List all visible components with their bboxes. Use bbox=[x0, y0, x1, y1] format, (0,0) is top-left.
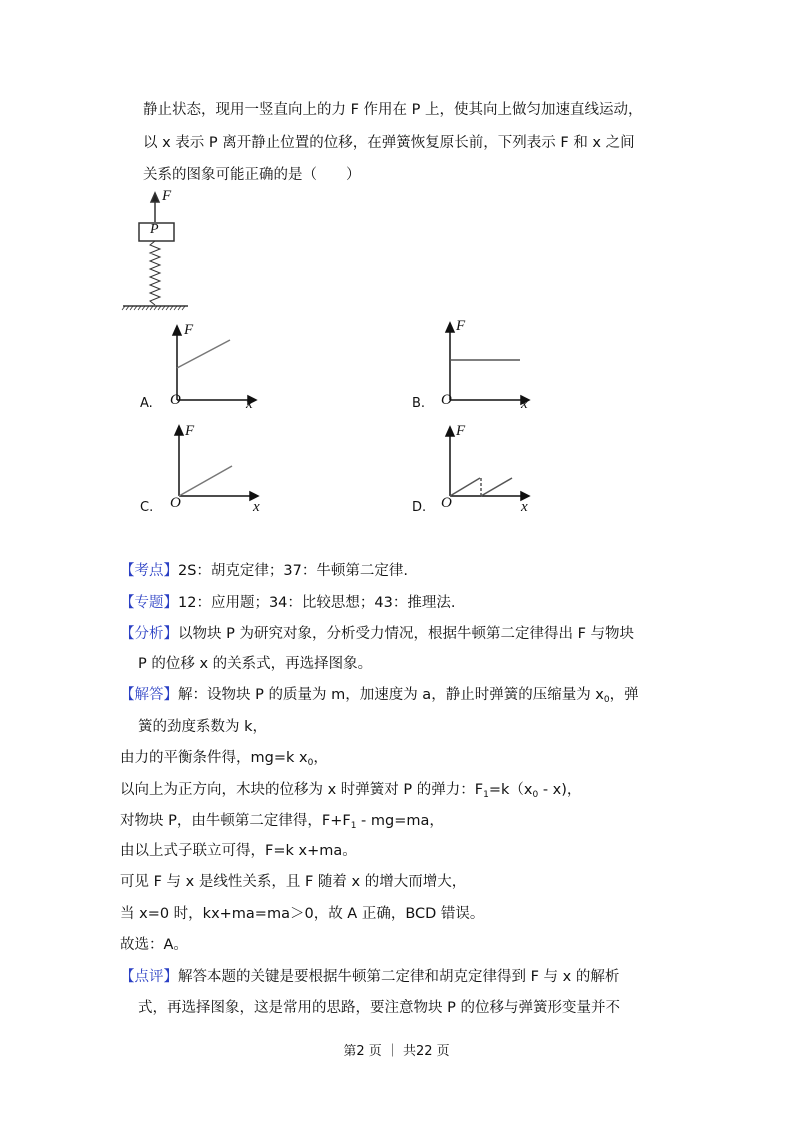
graph-b-axes bbox=[446, 323, 529, 404]
option-d-label: D. bbox=[412, 500, 427, 515]
solution-line: 可见 F 与 x 是线性关系，且 F 随着 x 的增大而增大， bbox=[120, 874, 467, 890]
spring bbox=[150, 241, 160, 305]
graph-c-line bbox=[179, 466, 232, 496]
graph-a-line bbox=[177, 340, 230, 368]
axis-label: x bbox=[246, 396, 253, 412]
solution-line bbox=[120, 780, 581, 805]
zhuanti-text: 12：应用题；34：比较思想；43：推理法. bbox=[178, 595, 456, 611]
kaodian-text: 2S：胡克定律；37：牛顿第二定律. bbox=[178, 563, 408, 579]
fenxi-line bbox=[120, 624, 634, 644]
dianping-text: 解答本题的关键是要根据牛顿第二定律和胡克定律得到 F 与 x 的解析 bbox=[178, 969, 620, 985]
subscript: 1 bbox=[350, 821, 357, 831]
option-c-label: C. bbox=[140, 500, 154, 515]
figures bbox=[0, 0, 793, 530]
subscript: 1 bbox=[483, 790, 489, 800]
subscript: 0 bbox=[532, 790, 539, 800]
question-line: 以 x 表示 P 离开静止位置的位移，在弹簧恢复原长前，下列表示 F 和 x 之间 bbox=[143, 135, 635, 151]
solution-line: 由以上式子联立可得，F=k x+ma。 bbox=[120, 843, 357, 859]
axis-label: x bbox=[521, 499, 528, 515]
jieda-text: ，弹 bbox=[609, 687, 639, 703]
section-tag: 【解答】 bbox=[120, 687, 178, 703]
solution-line bbox=[120, 748, 328, 773]
zhuanti-line bbox=[120, 593, 455, 613]
solution-text: =k（x bbox=[488, 782, 533, 798]
axis-label: x bbox=[253, 499, 260, 515]
option-a-label: A. bbox=[140, 396, 153, 411]
question-line: 关系的图象可能正确的是（ ） bbox=[143, 167, 361, 183]
solution-text: - x)， bbox=[538, 782, 582, 798]
origin-label: O bbox=[441, 495, 452, 511]
block-label: P bbox=[150, 222, 159, 237]
solution-text: 对物块 P，由牛顿第二定律得，F+F bbox=[120, 813, 351, 829]
solution-line bbox=[120, 811, 444, 836]
axis-label: x bbox=[521, 396, 528, 412]
spring-figure bbox=[122, 193, 188, 310]
jieda-line bbox=[120, 685, 639, 710]
solution-text: 由力的平衡条件得，mg=k x bbox=[120, 750, 308, 766]
origin-label: O bbox=[441, 392, 452, 408]
subscript: 0 bbox=[603, 695, 610, 705]
dianping-line bbox=[120, 967, 619, 987]
fenxi-text: 以物块 P 为研究对象，分析受力情况，根据牛顿第二定律得出 F 与物块 bbox=[178, 626, 635, 642]
force-label: F bbox=[162, 188, 172, 204]
origin-label: O bbox=[170, 392, 181, 408]
section-tag: 【分析】 bbox=[120, 626, 178, 642]
section-tag: 【点评】 bbox=[120, 969, 178, 985]
axis-label: F bbox=[456, 423, 466, 439]
subscript: 0 bbox=[307, 758, 314, 768]
kaodian-line bbox=[120, 561, 408, 581]
solution-line: 当 x=0 时，kx+ma=ma＞0，故 A 正确，BCD 错误。 bbox=[120, 906, 485, 922]
option-b-label: B. bbox=[412, 396, 426, 411]
solution-text: - mg=ma， bbox=[356, 813, 444, 829]
fenxi-line-2: P 的位移 x 的关系式，再选择图象。 bbox=[138, 656, 373, 672]
axis-label: F bbox=[456, 318, 466, 334]
axis-label: F bbox=[184, 322, 194, 338]
dianping-line-2: 式，再选择图象，这是常用的思路，要注意物块 P 的位移与弹簧形变量并不 bbox=[138, 1000, 620, 1016]
page-footer: 第2 页 ｜ 共22 页 bbox=[343, 1044, 450, 1059]
solution-text: 以向上为正方向，木块的位移为 x 时弹簧对 P 的弹力：F bbox=[120, 782, 484, 798]
jieda-text: 解：设物块 P 的质量为 m，加速度为 a，静止时弹簧的压缩量为 x bbox=[178, 687, 604, 703]
jieda-line-2: 簧的劲度系数为 k， bbox=[138, 719, 268, 735]
axis-label: F bbox=[185, 423, 195, 439]
question-line: 静止状态，现用一竖直向上的力 F 作用在 P 上，使其向上做匀加速直线运动， bbox=[143, 102, 643, 118]
graph-d-line bbox=[450, 478, 512, 496]
answer-line: 故选：A。 bbox=[120, 937, 188, 953]
section-tag: 【专题】 bbox=[120, 595, 178, 611]
section-tag: 【考点】 bbox=[120, 563, 178, 579]
arrow-head bbox=[151, 193, 159, 202]
solution-text: ， bbox=[313, 750, 328, 766]
origin-label: O bbox=[170, 495, 181, 511]
